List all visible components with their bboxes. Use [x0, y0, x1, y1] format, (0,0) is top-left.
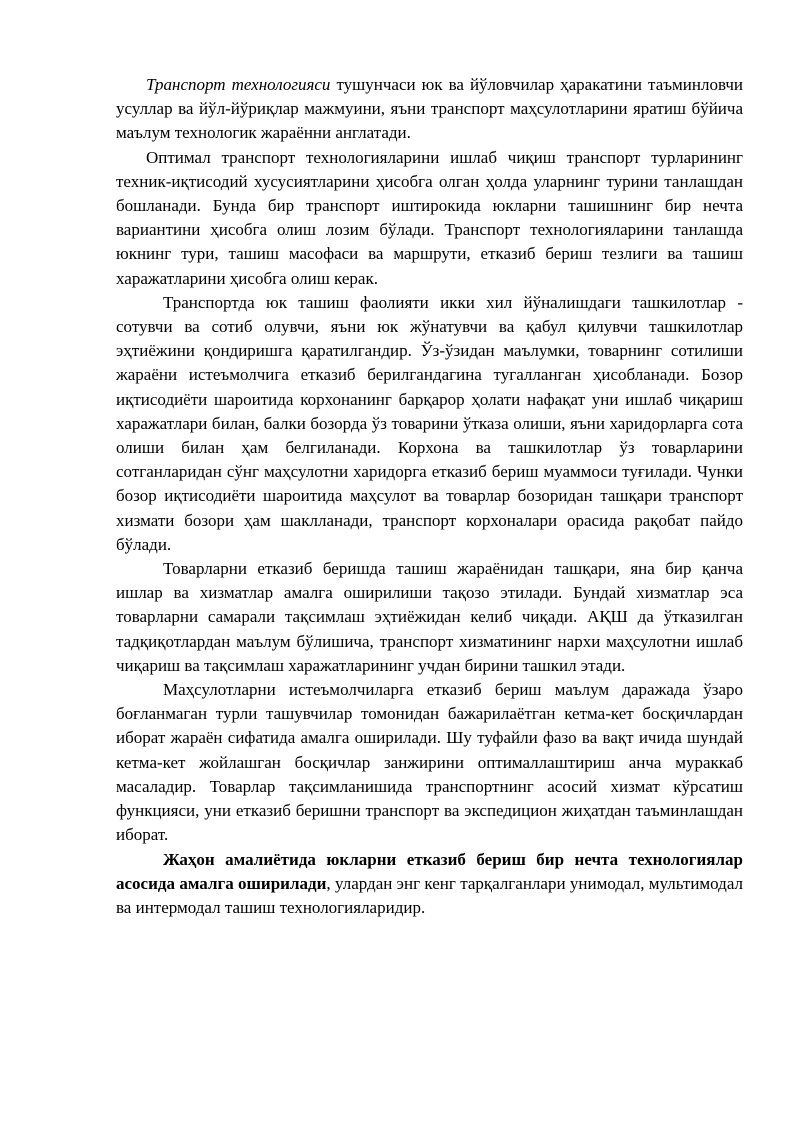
bold-statement: Жаҳон амалиётида юкларни етказиб бериш бир нечта технологиялар асосида амалга оширилади: [116, 849, 743, 893]
paragraph-6: [116, 848, 743, 921]
term-transport-technology: Транспорт технологияси: [146, 75, 331, 94]
paragraph-1: [116, 73, 743, 146]
paragraph-1-text: тушунчаси юк ва йўловчилар ҳаракатини таъминловчи усуллар ва йўл-йўриқлар мажмуини, яъни транспорт маҳсулотларини яратиш бўйича маълум технологик жараённи англатади.: [116, 75, 743, 143]
paragraph-6-text: , улардан энг кенг тарқалганлари унимодал, мультимодал ва интермодал ташиш технологияларидир.: [116, 873, 744, 917]
paragraph-4: Товарларни етказиб беришда ташиш жараёнидан ташқари, яна бир қанча ишлар ва хизматлар амалга оширилиши тақозо этилади. Бундай хизматлар эса товарларни самарали тақсимлаш эҳтиёжидан келиб чиқади. АҚШ да ўтказилган тадқиқотлардан маълум бўлишича, транспорт хизматининг нархи маҳсулотни ишлаб чиқариш ва тақсимлаш харажатларининг учдан бирини ташкил этади.: [116, 559, 743, 675]
paragraph-2: Оптимал транспорт технологияларини ишлаб чиқиш транспорт турларининг техник-иқтисодий хусусиятларини ҳисобга олган ҳолда уларнинг турини танлашдан бошланади. Бунда бир транспорт иштирокида юкларни ташишнинг бир нечта вариантини ҳисобга олиш лозим бўлади. Транспорт технологияларини танлашда юкнинг тури, ташиш масофаси ва маршрути, етказиб бериш тезлиги ва ташиш харажатларини ҳисобга олиш керак.: [116, 147, 743, 288]
document-body: [116, 73, 743, 920]
paragraph-5: Маҳсулотларни истеъмолчиларга етказиб бериш маълум даражада ўзаро боғланмаган турли ташувчилар томонидан бажарилаётган кетма-кет босқичлардан иборат жараён сифатида амалга оширилади. Шу туфайли фазо ва вақт ичида шундай кетма-кет жойлашган босқичлар занжирини оптималлаштириш анча мураккаб масаладир. Товарлар тақсимланишида транспортнинг асосий хизмат кўрсатиш функцияси, уни етказиб беришни транспорт ва экспедицион жиҳатдан таъминлашдан иборат.: [116, 680, 743, 845]
paragraph-3: Транспортда юк ташиш фаолияти икки хил йўналишдаги ташкилотлар - сотувчи ва сотиб олувчи, яъни юк жўнатувчи ва қабул қилувчи ташкилотлар эҳтиёжини қондиришга қаратилгандир. Ўз-ўзидан маълумки, товарнинг сотилиши жараёни истеъмолчига етказиб берилгандагина тугалланган ҳисобланади. Бозор иқтисодиёти шароитида корхонанинг барқарор ҳолати нафақат уни ишлаб чиқариш харажатлари билан, балки бозорда ўз товарини ўтказа олиши, яъни харидорларга сота олиши билан ҳам белгиланади. Корхона ва ташкилотлар ўз товарларини сотганларидан сўнг маҳсулотни харидорга етказиб бериш муаммоси туғилади. Чунки бозор иқтисодиёти шароитида маҳсулот ва товарлар бозоридан ташқари транспорт хизмати бозори ҳам шаклланади, транспорт корхоналари орасида рақобат пайдо бўлади.: [116, 292, 743, 554]
